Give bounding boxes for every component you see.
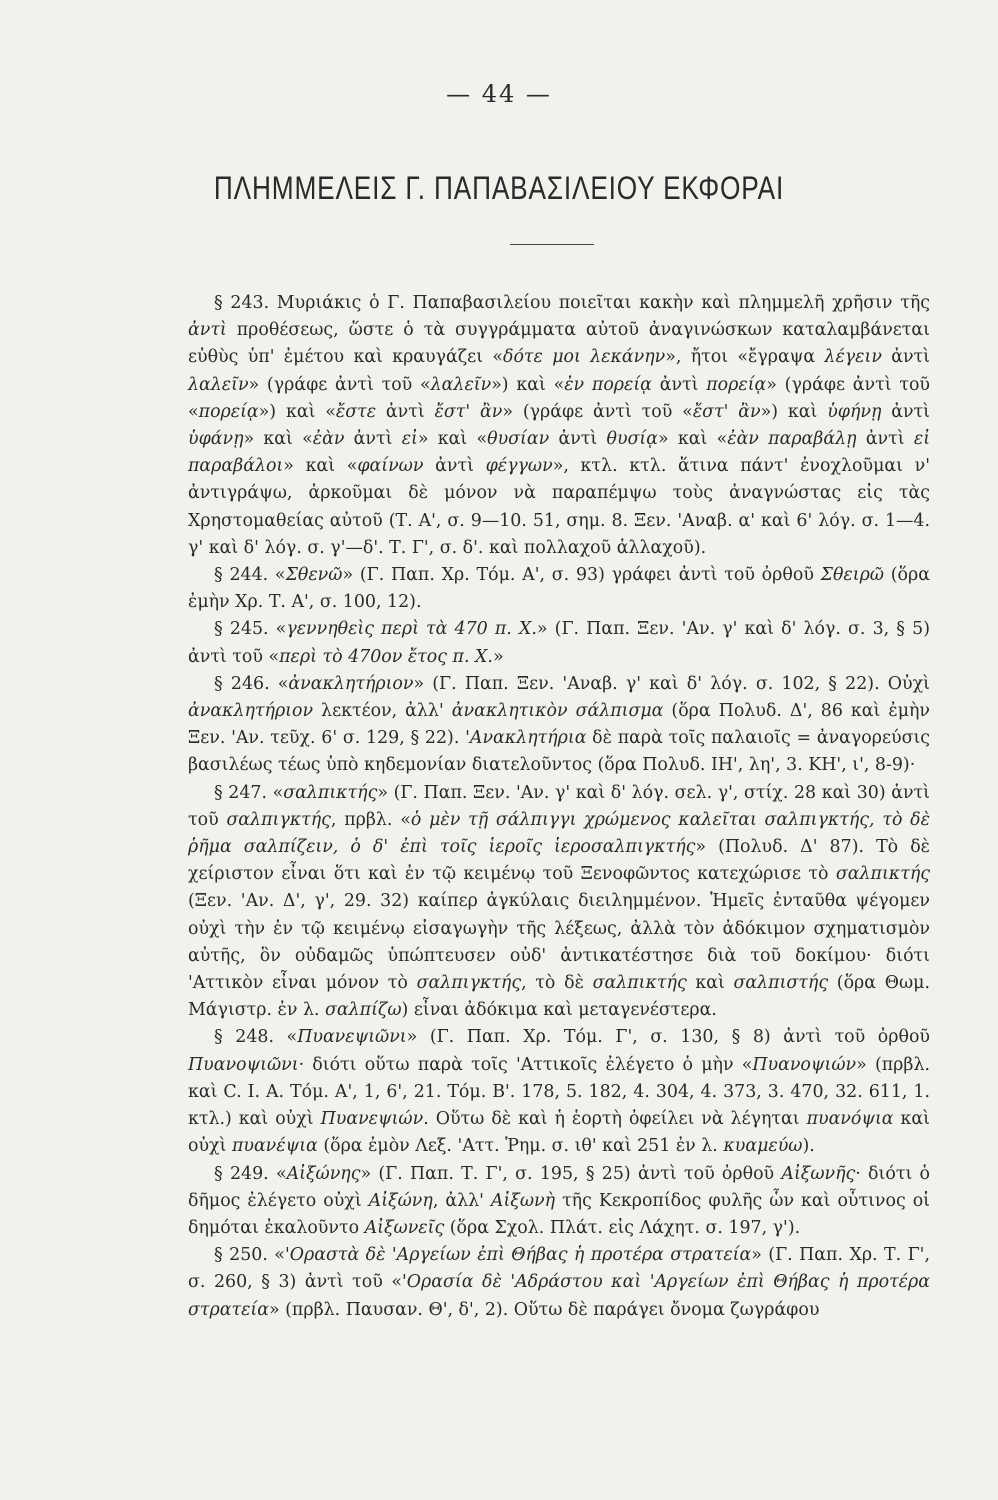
text-run: » καὶ « <box>243 429 313 450</box>
text-run: ἀντὶ <box>881 401 930 422</box>
italic-term: σαλπιγκτής <box>416 973 522 994</box>
text-run: » (Γ. Παπ. Ξεν. 'Αναβ. γ' καὶ δ' λόγ. σ. 102, § 22). Οὐχὶ <box>413 673 930 694</box>
paragraph-248 <box>188 1024 930 1160</box>
italic-term: εἰ παραβάλοι <box>188 429 931 477</box>
italic-term: λαλεῖν <box>188 374 249 395</box>
italic-term: Πυανοψιών <box>752 1054 857 1075</box>
text-run: (ὅρα Πολυδ. Δ', 86 καὶ ἐμὴν Ξεν. 'Αν. τεῦχ. 6' σ. 129, § 22). <box>188 701 931 749</box>
italic-term: δότε μοι λεκάνην <box>502 347 666 368</box>
text-run: ἀντὶ <box>856 429 914 450</box>
italic-term: ἀνακλητήριον <box>288 673 414 694</box>
text-run: » (Γ. Παπ. Ξεν. 'Αν. γ' καὶ δ' λόγ. σελ. γ', στίχ. 28 καὶ 30) ἀντὶ τοῦ <box>188 782 930 830</box>
text-run: λεκτέον, ἀλλ' <box>313 701 452 722</box>
text-run: § 247. « <box>214 782 284 803</box>
italic-term: φαίνων <box>357 456 424 477</box>
italic-term: πυανόψια <box>806 1109 894 1130</box>
text-run: καὶ οὐχὶ <box>188 1109 930 1157</box>
paragraph-247 <box>188 780 930 1025</box>
italic-term: πορείᾳ <box>198 401 259 422</box>
italic-term: Σθειρῶ <box>820 565 884 586</box>
text-run: δὲ παρὰ τοῖς παλαιοῖς = ἀναγορεύσις βασιλέως τέως ὑπὸ κηδεμονίαν διατελοῦντος (ὅρα Πολυδ. ΙΗ', λη', 3. ΚΗ', ι', 8-9)· <box>188 728 930 776</box>
italic-term: Αἰξωνεῖς <box>364 1217 445 1238</box>
paragraph-245 <box>188 616 930 670</box>
text-run: § 248. « <box>214 1027 298 1048</box>
text-run: » καὶ « <box>283 456 358 477</box>
text-run: § 244. « <box>214 565 286 586</box>
text-run: § 249. « <box>214 1163 287 1184</box>
text-run: · διότι ὁ δῆμος ἐλέγετο οὐχὶ <box>188 1163 930 1211</box>
italic-term: ὑφήνῃ <box>827 401 882 422</box>
text-run: » (γράφε ἀντὶ τοῦ « <box>502 401 693 422</box>
italic-term: Αἰξώνη <box>368 1190 433 1211</box>
text-run: » (γράφε ἀντὶ τοῦ « <box>248 374 431 395</box>
italic-term: ἀνακλητικὸν σάλπισμα <box>451 701 664 722</box>
title-divider <box>510 244 594 245</box>
text-run: ). <box>802 1136 815 1157</box>
page-number: — 44 — <box>446 80 552 108</box>
text-run: § 243. Μυριάκις ὁ Γ. Παπαβασιλείου ποιεῖται κακὴν καὶ πλημμελῆ χρῆσιν τῆς <box>214 293 930 313</box>
italic-term: ἐν πορείᾳ <box>564 374 652 395</box>
text-run: » (γράφε ἀντὶ τοῦ « <box>188 374 930 422</box>
text-run: ἀντὶ <box>423 456 486 477</box>
text-run: ἀντὶ <box>881 347 930 368</box>
italic-term: εἰ <box>401 429 418 450</box>
text-run: (ὅρα Σχολ. Πλάτ. εἰς Λάχητ. σ. 197, γ'). <box>444 1217 801 1238</box>
italic-term: ὁ μὲν τῇ σάλπιγγι χρώμενος καλεῖται σαλπιγκτής, τὸ δὲ ῥῆμα σαλπίζειν, ὁ δ' ἐπὶ τοῖς ἱεροῖς ἱεροσαλπιγκτής <box>188 809 930 858</box>
text-run: (ὅρα Θωμ. Μάγιστρ. ἐν λ. <box>188 973 930 1021</box>
italic-term: ἐὰν παραβάλῃ <box>727 429 857 450</box>
paragraph-246 <box>188 671 930 780</box>
text-run: » καὶ « <box>417 429 488 450</box>
italic-term: γεννηθεὶς περὶ τὰ 470 π. Χ. <box>286 619 537 640</box>
paragraph-250 <box>188 1242 930 1324</box>
text-run: . Οὕτω δὲ καὶ ἡ ἑορτὴ ὀφείλει νὰ λέγηται <box>423 1109 807 1130</box>
text-run: ἀντὶ <box>549 429 607 450</box>
text-run: , τὸ δὲ <box>521 973 593 994</box>
body-text <box>188 290 930 1324</box>
italic-term: σαλπικτής <box>835 864 930 885</box>
italic-term: σαλπίζω <box>325 1000 402 1021</box>
section-title: ΠΛΗΜΜΕΛΕΙΣ Γ. ΠΑΠΑΒΑΣΙΛΕΙΟΥ ΕΚΦΟΡΑΙ <box>213 170 785 206</box>
text-run: , ἀλλ' <box>432 1190 491 1211</box>
italic-term: Πυανοψιῶνι <box>188 1054 299 1075</box>
paragraph-243 <box>188 290 930 562</box>
text-run: », ἤτοι «ἔγραψα <box>665 347 825 368</box>
italic-term: λαλεῖν <box>430 374 492 395</box>
text-run: · διότι οὕτω παρὰ τοῖς 'Αττικοῖς ἐλέγετο ὁ μὴν « <box>298 1054 753 1075</box>
text-run: § 245. « <box>214 619 287 640</box>
italic-term: φέγγων <box>485 456 553 477</box>
text-run: ») καὶ <box>760 401 828 422</box>
text-run: (Ξεν. 'Αν. Δ', γ', 29. 32) καίπερ ἀγκύλαις διειλημμένον. Ἡμεῖς ἐνταῦθα ψέγομεν οὐχὶ τὴν ἐν τῷ κειμένῳ εἰσαγωγὴν τῆς λέξεως, ἀλλὰ τὸν ἀδόκιμον σχηματισμὸν αὐτῆς, ὃν οὐδαμῶς ὑπώπτευσεν οὐδ' ἀντικατέστησε διὰ τοῦ δοκίμου· διότι 'Αττικὸν εἶναι μόνον τὸ <box>188 891 930 994</box>
text-run: » (Γ. Παπ. Τ. Γ', σ. 195, § 25) ἀντὶ τοῦ ὀρθοῦ <box>360 1163 782 1184</box>
italic-term: ἐὰν <box>312 429 345 450</box>
text-run: » καὶ « <box>657 429 728 450</box>
italic-term: 'Ορασία δὲ 'Αδράστου καὶ 'Αργείων ἐπὶ Θήβας ἡ προτέρα στρατεία <box>188 1272 930 1320</box>
italic-term: Πυανεψιῶνι <box>297 1027 407 1048</box>
text-run: » (Γ. Παπ. Ξεν. 'Αν. γ' καὶ δ' λόγ. σ. 3, § 5) ἀντὶ τοῦ « <box>188 619 930 667</box>
italic-term: κυαμεύω <box>723 1136 803 1157</box>
paragraph-244 <box>188 562 930 616</box>
italic-term: λέγειν <box>824 347 882 368</box>
text-run: § 250. « <box>214 1245 285 1266</box>
text-run: » (Πολυδ. Δ' 87). Τὸ δὲ χείριστον εἶναι ὅτι καὶ ἐν τῷ κειμένῳ τοῦ Ξενοφῶντος κατεχώρισε τὸ <box>188 837 931 885</box>
italic-term: Σθενῶ <box>285 565 343 586</box>
text-run: ἀντὶ <box>376 401 435 422</box>
text-run: » (Γ. Παπ. Χρ. Τόμ. Γ', σ. 130, § 8) ἀντὶ τοῦ ὀρθοῦ <box>406 1027 930 1048</box>
text-run: ἀντὶ <box>651 374 707 395</box>
text-run: » (πρβλ. Παυσαν. Θ', δ', 2). Οὕτω δὲ παράγει ὄνομα ζωγράφου <box>268 1299 820 1320</box>
text-run: ») καὶ « <box>258 401 336 422</box>
text-run: ἀντὶ <box>344 429 402 450</box>
text-run: προθέσεως, ὥστε ὁ τὰ συγγράμματα αὐτοῦ ἀναγινώσκων καταλαμβάνεται εὐθὺς ὑπ' ἐμέτου καὶ κραυγάζει « <box>188 320 930 368</box>
italic-term: 'Οραστὰ δὲ 'Αργείων ἐπὶ Θήβας ἡ προτέρα στρατεία <box>284 1245 752 1266</box>
paragraph-249 <box>188 1161 930 1243</box>
text-run: ») καὶ « <box>491 374 565 395</box>
text-run: », κτλ. κτλ. ἅτινα πάντ' ἐνοχλοῦμαι ν' ἀντιγράψω, ἀρκοῦμαι δὲ μόνον νὰ παραπέμψω τοὺς ἀναγνώστας εἰς τὰς Χρηστομαθείας αὐτοῦ (Τ. Α', σ. 9—10. 51, σημ. 8. Ξεν. 'Αναβ. α' καὶ 6' λόγ. σ. 1—4. γ' καὶ δ' λόγ. σ. γ'—δ'. Τ. Γ', σ. δ'. καὶ πολλαχοῦ ἀλλαχοῦ). <box>188 456 930 558</box>
text-run: (ὅρα ἐμὸν Λεξ. 'Αττ. Ῥημ. σ. ιθ' καὶ 251 ἐν λ. <box>317 1136 724 1157</box>
italic-term: θυσίαν <box>487 429 550 450</box>
italic-term: ἀνακλητήριον <box>188 701 314 722</box>
italic-term: σαλπικτής <box>592 973 687 994</box>
italic-term: θυσίᾳ <box>606 429 658 450</box>
text-run: ) εἶναι ἀδόκιμα καὶ μεταγενέστερα. <box>401 1000 717 1021</box>
italic-term: περὶ τὸ 470ον ἔτος π. Χ. <box>279 646 493 667</box>
text-run: » <box>492 646 504 667</box>
text-run: » (πρβλ. καὶ C. I. A. Τόμ. Α', 1, 6', 21. Τόμ. Β'. 178, 5. 182, 4. 304, 4. 373, 3. 470, 32. 611, 1. κτλ.) καὶ οὐχὶ <box>188 1054 931 1130</box>
text-run: , πρβλ. « <box>330 809 411 830</box>
italic-term: Αἰξωνῆς <box>781 1163 856 1184</box>
italic-term: ἔστε <box>335 401 377 422</box>
text-run: » (Γ. Παπ. Χρ. Τ. Γ', σ. 260, § 3) ἀντὶ τοῦ « <box>188 1245 930 1293</box>
italic-term: ἀντὶ <box>188 320 227 341</box>
italic-term: ἔστ' ἂν <box>434 401 503 422</box>
italic-term: Αἰξώνης <box>286 1163 361 1184</box>
italic-term: ὑφάνῃ <box>188 429 244 450</box>
italic-term: σαλπικτής <box>283 782 378 803</box>
text-run: § 246. « <box>214 673 289 694</box>
italic-term: πυανέψια <box>231 1136 318 1157</box>
italic-term: σαλπιγκτής <box>226 809 331 830</box>
text-run: (ὅρα ἐμὴν Χρ. Τ. Α', σ. 100, 12). <box>188 565 930 613</box>
italic-term: ἔστ' ἂν <box>692 401 761 422</box>
italic-term: Πυανεψιών <box>320 1109 424 1130</box>
italic-term: Αἰξωνὴ <box>490 1190 556 1211</box>
italic-term: πορείᾳ <box>706 374 767 395</box>
text-run: καὶ <box>686 973 734 994</box>
text-run: τῆς Κεκροπίδος φυλῆς ὧν καὶ οὗτινος οἱ δημόται ἐκαλοῦντο <box>188 1190 931 1238</box>
italic-term: 'Ανακλητήρια <box>465 728 587 749</box>
italic-term: σαλπιστής <box>733 973 829 994</box>
text-run: » (Γ. Παπ. Χρ. Τόμ. Α', σ. 93) γράφει ἀντὶ τοῦ ὀρθοῦ <box>342 565 821 586</box>
